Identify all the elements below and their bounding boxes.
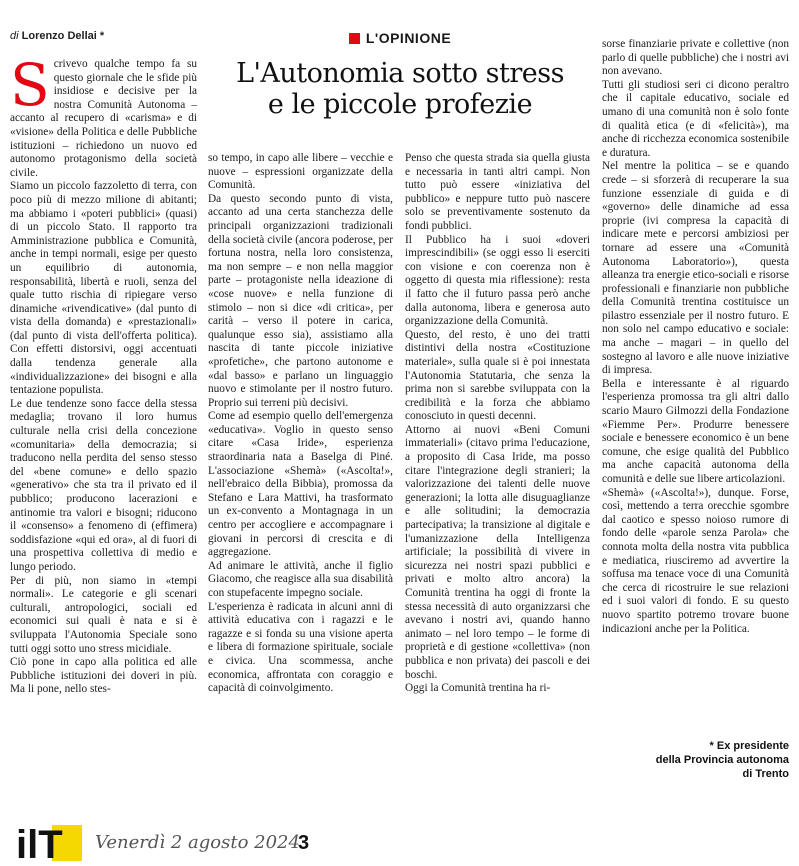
article-column-2 — [208, 152, 393, 813]
paragraph: Nel mentre la politica – se e quando crede – si sforzerà di recuperare la sua funzione essenziale di guida e di «governo» delle dinamiche ad essa proprie (ivi compresa la capacità di indicare mete e percorsi ambiziosi per tornare ad essere una «Comunità Autonoma Laboratorio»), questa alleanza tra energie etico-sociali e risorse professionali e finanziarie non pubbliche della Comunità trentina costituisce un pilastro essenziale per il nostro futuro. E non solo nel campo educativo e sociale: ma anche – magari – in quello del sostegno al lavoro e alle nuove iniziative di impresa. — [602, 160, 789, 377]
paragraph: so tempo, in capo alle libere – vecchie e nuove – espressioni organizzate della Comunità. — [208, 152, 393, 192]
paragraph: Bella e interessante è al riguardo l'esperienza promossa tra gli altri dallo scario Mauro Gilmozzi della Fondazione «Fiemme Per». Produrre benessere sociale e benessere economico è un bene comune, che esige qualità del Pubblico ma anche capacità autonoma della comunità e delle sue libere articolazioni. — [602, 377, 789, 485]
article-column-1 — [10, 58, 197, 813]
paragraph — [10, 58, 197, 180]
paragraph: Come ad esempio quello dell'emergenza «educativa». Voglio in questo senso citare «Casa Iride», esperienza straordinaria nata a Baselga di Piné. L'associazione «Shemà» («Ascolta!», nell'ebraico della Bibbia), promossa da Stefano e Lara Mattivi, ha trasformato un ex-convento a Montagnaga in un centro per accogliere e accompagnare i giovani in percorsi di crescita e di aggregazione. — [208, 410, 393, 559]
headline-line-1: L'Autonomia sotto stress — [236, 58, 564, 89]
newspaper-logo-icon — [14, 825, 82, 861]
paragraph: Per di più, non siamo in «tempi normali». Le categorie e gli scenari culturali, antropologici, sociali ed economici sui quali è nata e si è sviluppata l'Autonomia Speciale sono tutti oggi sotto uno stress micidiale. — [10, 574, 197, 655]
paragraph-text: crivevo qualche tempo fa su questo giornale che le sfide più insidiose e decisive per la nostra Comunità Autonoma – accanto al recupero di «carisma» e di «visione» della Politica e delle Pubbliche istituzioni – richiedono un nuovo ed autonomo protagonismo della società civile. — [10, 58, 197, 179]
paragraph: «Shemà» («Ascolta!»), dunque. Forse, così, mettendo a terra orecchie sgombre dal caotico e spesso noioso rumore di fondo delle «parole senza Parola» che connota molta della nostra vita pubblica e mediatica, riusciremo ad avvertire la soffusa ma tenace voce di una Comunità che cerca di ricostruire le sue relazioni ed i suoi valori di fondo. E su questo nuovo spartito potremo trovare buone indicazioni anche per la Politica. — [602, 486, 789, 635]
issue-date: Venerdì 2 agosto 2024 — [95, 832, 300, 853]
paragraph: Ciò pone in capo alla politica ed alle Pubbliche istituzioni dei doveri in più. Ma li pone, nello stes- — [10, 656, 197, 696]
logo-text: ilT — [16, 825, 63, 861]
article-column-4 — [602, 38, 789, 738]
paragraph: Oggi la Comunità trentina ha ri- — [405, 682, 551, 695]
paragraph: sorse finanziarie private e collettive (non parlo di quelle pubbliche) che i nostri avi non avevano. — [602, 38, 789, 78]
paragraph: Il Pubblico ha i suoi «doveri imprescindibili» (se oggi esso li eserciti con visione e con coerenza non è oggetto di questa mia riflessione): resta il fatto che il futuro passa però anche dalla autonoma, libera e generosa auto organizzazione della Comunità. — [405, 233, 590, 328]
paragraph: Le due tendenze sono facce della stessa medaglia; trovano il loro humus culturale nella crisi della concezione «comunitaria» della democrazia; si traducono nella perdita del senso stesso del «bene comune» e dello spazio «generativo» che sta tra il privato ed il pubblico; producono lacerazioni e antinomie tra valori e bisogni; riducono il «consenso» a fenomeno di (effimera) soddisfazione «qui ed ora», al di fuori di una prospettiva collettiva di medio e lungo periodo. — [10, 397, 197, 573]
byline-prefix: di — [10, 30, 19, 42]
paragraph: Ad animare le attività, anche il figlio Giacomo, che reagisce alla sua disabilità con stupefacente impegno sociale. — [208, 559, 393, 599]
signature-line-2: della Provincia autonoma — [655, 754, 789, 766]
paragraph: Attorno ai nuovi «Beni Comuni immateriali» (citavo prima l'educazione, a proposito di Casa Iride, ma posso citare l'integrazione degli stranieri; la valorizzazione dei talenti delle nuove generazioni; la lotta alle disuguaglianze e alle solitudini; la democrazia partecipativa; la transizione al digitale e l'umanizzazione della Intelligenza artificiale; la possibilità di vivere in sicurezza nei nostri spazi pubblici e privati e molto altro ancora) la Comunità trentina ha oggi di fronte la stessa necessità di auto organizzarsi che avevano i nostri avi, quando hanno animato – nel loro tempo – le forme di proprietà e di gestione «collettiva» (non pubblica e non privata) dei pascoli e dei boschi. — [405, 423, 590, 681]
paragraph: Penso che questa strada sia quella giusta e necessaria in tanti altri campi. Non tutto può essere «iniziativa del pubblico» e neppure tutto può nascere solo se preventivamente sostenuto da fondi pubblici. — [405, 152, 590, 232]
section-square-icon — [349, 33, 360, 44]
page-number: 3 — [298, 832, 310, 854]
section-label — [205, 30, 595, 46]
paragraph: L'esperienza è radicata in alcuni anni di attività educativa con i ragazzi e le ragazze e si fonda su una visione aperta e libera di formazione spirituale, sociale e civica. Una scommessa, anche economica, affrontata con coraggio e capacità di coinvolgimento. — [208, 600, 393, 695]
author-signature — [602, 739, 789, 781]
byline-author: Lorenzo Dellai * — [21, 30, 105, 42]
headline-line-2: e le piccole profezie — [267, 89, 533, 120]
paragraph: Questo, del resto, è uno dei tratti distintivi della nostra «Costituzione materiale», sulla quale si è poi innestata l'Autonomia Statutaria, che senza la prima non si sarebbe sviluppata con la credibilità e la forza che abbiamo conosciuto in questi decenni. — [405, 328, 590, 423]
dropcap: S — [10, 58, 50, 119]
paragraph: Siamo un piccolo fazzoletto di terra, con poco più di mezzo milione di abitanti; ma abbiamo i «poteri pubblici» (quasi) di un piccolo Stato. Il rapporto tra Amministrazione pubblica e Comunità, anche in tempi normali, esige per questo un equilibrio di autonomia, responsabilità, libertà e ruoli, senza del quale tutto rischia di ripiegare verso dinamiche «rivendicative» (dal punto di vista della domanda) e «prestazionali» (dal punto di vista dell'offerta politica). Con effetti distorsivi, oggi accentuati dalla tendenza generale alla «individualizzazione» dei bisogni e alla tentazione populista. — [10, 180, 197, 397]
byline — [10, 30, 200, 42]
section-label-text: L'OPINIONE — [365, 30, 452, 46]
headline — [205, 58, 595, 120]
article-column-3 — [405, 152, 590, 813]
signature-line-3: di Trento — [742, 768, 789, 780]
paragraph: Da questo secondo punto di vista, accanto ad una certa stanchezza delle principali organizzazioni tradizionali della società civile (ancora poderose, per fortuna nostra, nella loro consistenza, ma non sempre – e non nella maggior parte – protagoniste nella ideazione di «cose nuove» e nella funzione di stimolo – non si dice «di critica», per carità – verso il potere in carica, qualunque esso sia), assistiamo alla nascita di tante piccole iniziative «profetiche», che partono autonome e «dal basso» e parlano un linguaggio nuovo e stimolante per il nostro futuro. Proprio sui terreni più decisivi. — [208, 192, 393, 409]
signature-line-1: * Ex presidente — [709, 740, 789, 752]
paragraph: Tutti gli studiosi seri ci dicono peraltro che il capitale educativo, sociale ed umano di una comunità non è solo fonte di qualità etica (e di «felicità»), ma anche di ricchezza economica sostenibile e duratura. — [602, 78, 789, 159]
